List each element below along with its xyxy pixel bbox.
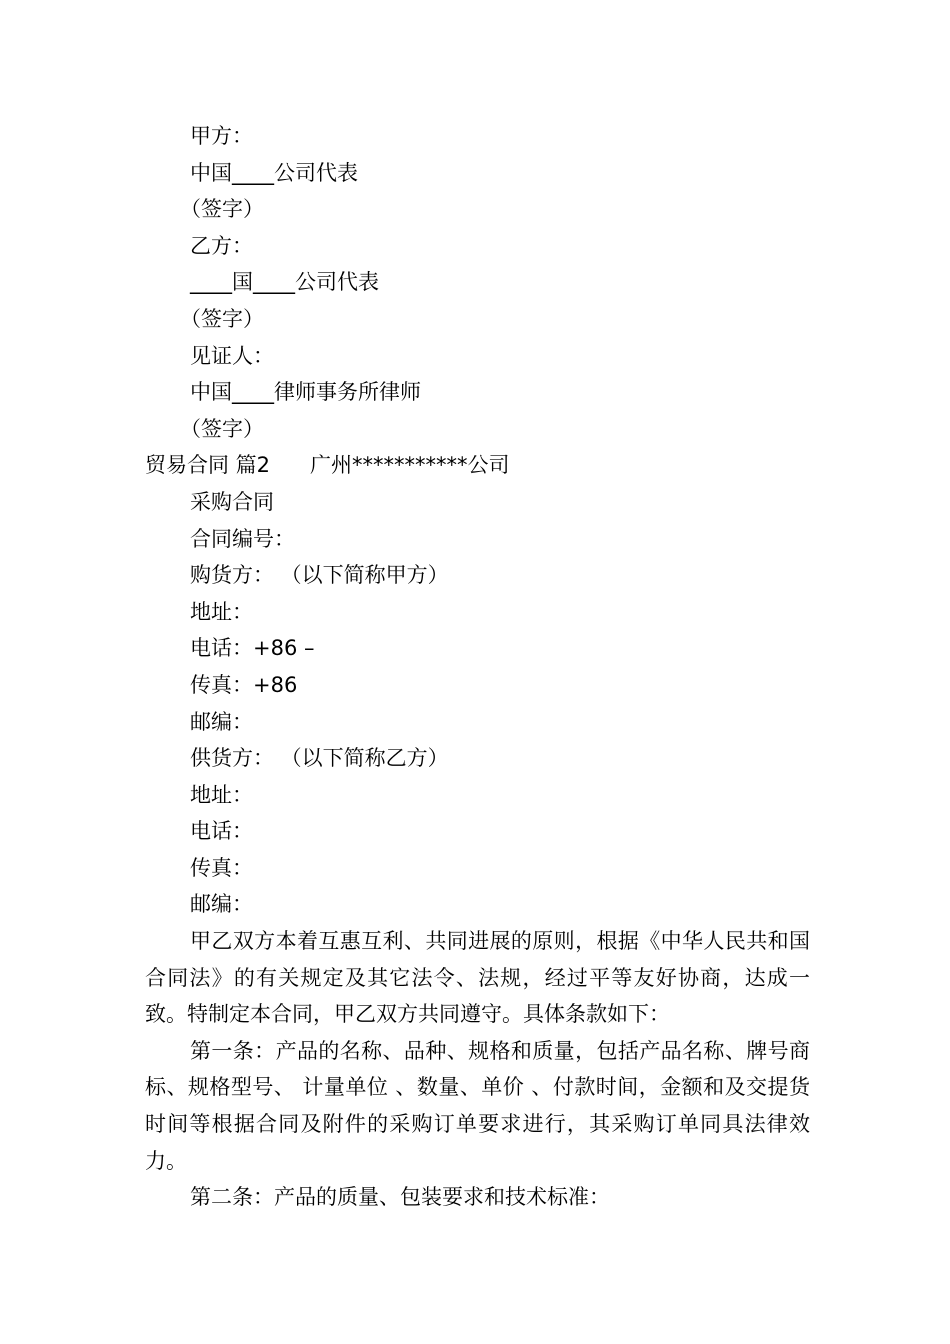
buyer-phone: 电话：+86 – <box>190 636 315 661</box>
supplier-label: 供货方： （以下简称乙方） <box>190 746 449 771</box>
supplier-address: 地址： <box>190 782 253 807</box>
signature-party-b-sign: （签字） <box>180 306 264 331</box>
signature-party-a-label: 甲方： <box>190 124 253 148</box>
signature-party-a-sign: （签字） <box>180 197 264 222</box>
signature-party-b-label: 乙方： <box>190 233 253 258</box>
supplier-phone: 电话： <box>190 819 253 844</box>
article-two-paragraph: 第二条：产品的质量、包装要求和技术标准： <box>190 1185 610 1210</box>
article-one-paragraph: 第一条：产品的名称、品种、规格和质量，包括产品名称、牌号商标、规格型号、 计量单位 、数量、单价 、付款时间，金额和及交提货时间等根据合同及附件的采购订单要求进行，其采购订单同具法律效力。 <box>145 1038 810 1173</box>
section-heading <box>145 447 810 484</box>
document-body <box>145 118 810 1216</box>
supplier-fax: 传真： <box>190 855 253 880</box>
supplier-postcode: 邮编： <box>190 892 253 917</box>
section-heading-title: 贸易合同 篇2 <box>145 453 271 478</box>
signature-witness-label: 见证人： <box>190 343 274 368</box>
contract-number: 合同编号： <box>190 526 295 551</box>
section-heading-company: 广州***********公司 <box>310 453 510 478</box>
buyer-address: 地址： <box>190 599 253 624</box>
buyer-postcode: 邮编： <box>190 709 253 734</box>
buyer-label: 购货方： （以下简称甲方） <box>190 563 449 588</box>
signature-witness-firm: 中国____律师事务所律师 <box>190 380 421 405</box>
signature-party-b-company: ____国____公司代表 <box>190 270 379 295</box>
signature-party-a-company: 中国____公司代表 <box>190 160 358 185</box>
preamble-paragraph: 甲乙双方本着互惠互利、共同进展的原则，根据《中华人民共和国合同法》的有关规定及其它法令、法规，经过平等友好协商，达成一致。特制定本合同，甲乙双方共同遵守。具体条款如下： <box>145 929 810 1027</box>
contract-title: 采购合同 <box>190 489 274 514</box>
buyer-fax: 传真：+86 <box>190 672 298 697</box>
signature-witness-sign: （签字） <box>180 416 264 441</box>
